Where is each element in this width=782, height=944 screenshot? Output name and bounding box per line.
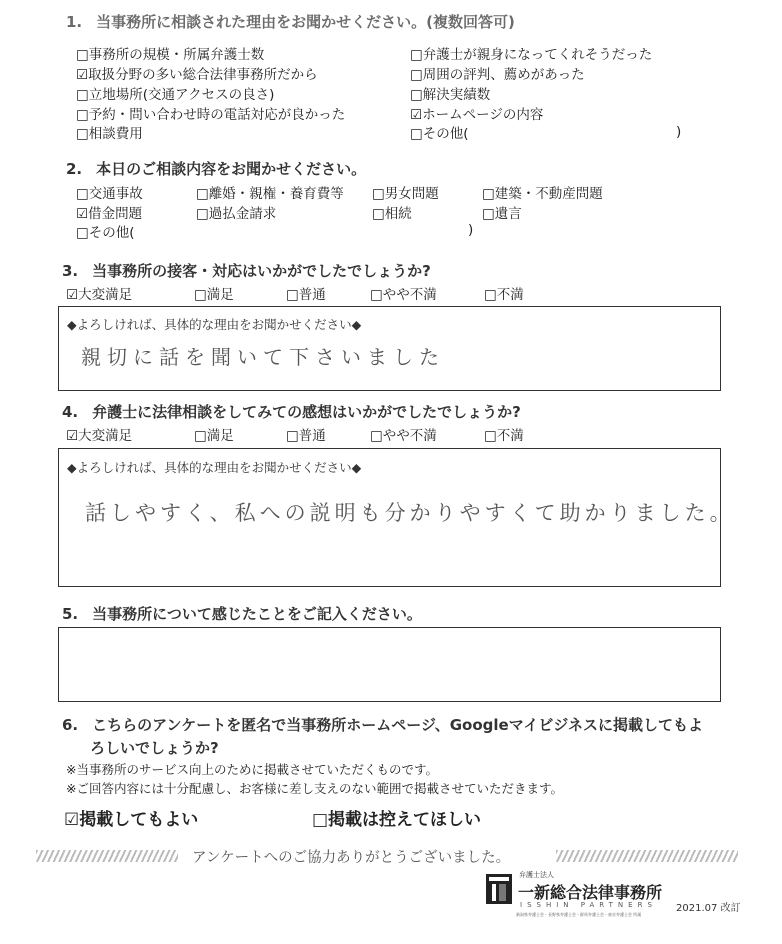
q4-option[interactable]: ☑大変満足 (66, 428, 133, 444)
q1-option[interactable]: □事務所の規模・所属弁護士数 (76, 47, 265, 63)
q5-title: 当事務所について感じたことをご記入ください。 (92, 605, 422, 623)
q4-handwritten-answer: 話しやすく、私への説明も分かりやすくて助かりました。 (85, 501, 735, 525)
q2-option[interactable]: □遺言 (482, 206, 522, 222)
q6-note-2: ※ご回答内容には十分配慮し、お客様に差し支えのない範囲で掲載させていただきます。 (66, 781, 563, 796)
revision-date: 2021.07 改訂 (676, 903, 741, 914)
firm-name: 一新総合法律事務所 (518, 883, 663, 902)
q2-heading (66, 158, 366, 179)
q4-number: 4. (62, 403, 79, 421)
q4-heading (62, 401, 521, 422)
q1-other-close: ) (676, 124, 682, 140)
q1-option[interactable]: □弁護士が親身になってくれそうだった (410, 47, 653, 63)
firm-type: 弁護士法人 (519, 871, 554, 879)
q2-option[interactable]: □過払金請求 (196, 206, 277, 222)
q3-box-label: ◆よろしければ、具体的な理由をお聞かせください◆ (67, 317, 362, 332)
q5-heading (62, 603, 422, 624)
firm-roman-name: ISSHIN PARTNERS (520, 901, 657, 909)
q2-option-other[interactable]: □その他( (76, 225, 135, 241)
q1-title: 当事務所に相談された理由をお聞かせください。(複数回答可) (96, 13, 515, 31)
q6-title-line2: ろしいでしょうか? (90, 739, 219, 757)
q2-option[interactable]: □男女問題 (372, 186, 439, 202)
q2-number: 2. (66, 160, 83, 178)
q1-option[interactable]: ☑取扱分野の多い総合法律事務所だから (76, 67, 318, 83)
q6-choice-publish-ok[interactable]: ☑掲載してもよい (64, 810, 199, 830)
q5-comment-box[interactable] (58, 627, 721, 702)
q2-other-close: ) (468, 222, 474, 238)
q3-option[interactable]: □満足 (194, 287, 234, 303)
q2-option[interactable]: □交通事故 (76, 186, 143, 202)
q3-option[interactable]: □やや不満 (370, 287, 437, 303)
q6-title-line1: こちらのアンケートを匿名で当事務所ホームページ、Googleマイビジネスに掲載してもよ (92, 716, 703, 734)
firm-logo-icon (486, 874, 512, 904)
q3-heading (62, 260, 431, 281)
q6-heading (62, 714, 703, 735)
q3-option[interactable]: □普通 (286, 287, 326, 303)
q1-option[interactable]: □予約・問い合わせ時の電話対応が良かった (76, 107, 346, 123)
q1-option-other[interactable]: □その他( (410, 126, 469, 142)
thanks-message: アンケートへのご協力ありがとうございました。 (192, 850, 511, 866)
q4-reason-box[interactable] (58, 448, 735, 587)
q3-reason-box[interactable] (58, 306, 721, 391)
q2-option[interactable]: □離婚・親権・養育費等 (196, 186, 344, 202)
q6-note-1: ※当事務所のサービス向上のために掲載させていただくものです。 (66, 762, 438, 777)
q4-box-label: ◆よろしければ、具体的な理由をお聞かせください◆ (67, 460, 362, 475)
q2-title: 本日のご相談内容をお聞かせください。 (96, 160, 367, 178)
decorative-hatch-right (556, 850, 738, 862)
q3-title: 当事務所の接客・対応はいかがでしたでしょうか? (92, 262, 431, 280)
q1-option[interactable]: □相談費用 (76, 126, 143, 142)
q2-option[interactable]: ☑借金問題 (76, 206, 143, 222)
q4-option[interactable]: □やや不満 (370, 428, 437, 444)
q6-number: 6. (62, 716, 79, 734)
firm-affiliation: 新潟県弁護士会・長野県弁護士会・群馬弁護士会・東京弁護士会 所属 (516, 912, 642, 917)
q3-option[interactable]: ☑大変満足 (66, 287, 133, 303)
q1-option[interactable]: □解決実績数 (410, 87, 491, 103)
q4-option[interactable]: □不満 (484, 428, 524, 444)
q1-heading (66, 11, 515, 32)
q5-number: 5. (62, 605, 79, 623)
q3-number: 3. (62, 262, 79, 280)
q1-option[interactable]: ☑ホームページの内容 (410, 107, 544, 123)
decorative-hatch-left (36, 850, 178, 862)
q1-option[interactable]: □周囲の評判、薦めがあった (410, 67, 585, 83)
q1-number: 1. (66, 13, 83, 31)
q2-option[interactable]: □建築・不動産問題 (482, 186, 603, 202)
q6-choice-publish-decline[interactable]: □掲載は控えてほしい (312, 810, 482, 830)
q4-title: 弁護士に法律相談をしてみての感想はいかがでしたでしょうか? (92, 403, 521, 421)
q4-option[interactable]: □普通 (286, 428, 326, 444)
q1-option[interactable]: □立地場所(交通アクセスの良さ) (76, 87, 275, 103)
q4-option[interactable]: □満足 (194, 428, 234, 444)
q3-handwritten-answer: 親切に話を聞いて下さいました (81, 345, 445, 369)
q3-option[interactable]: □不満 (484, 287, 524, 303)
q2-option[interactable]: □相続 (372, 206, 412, 222)
